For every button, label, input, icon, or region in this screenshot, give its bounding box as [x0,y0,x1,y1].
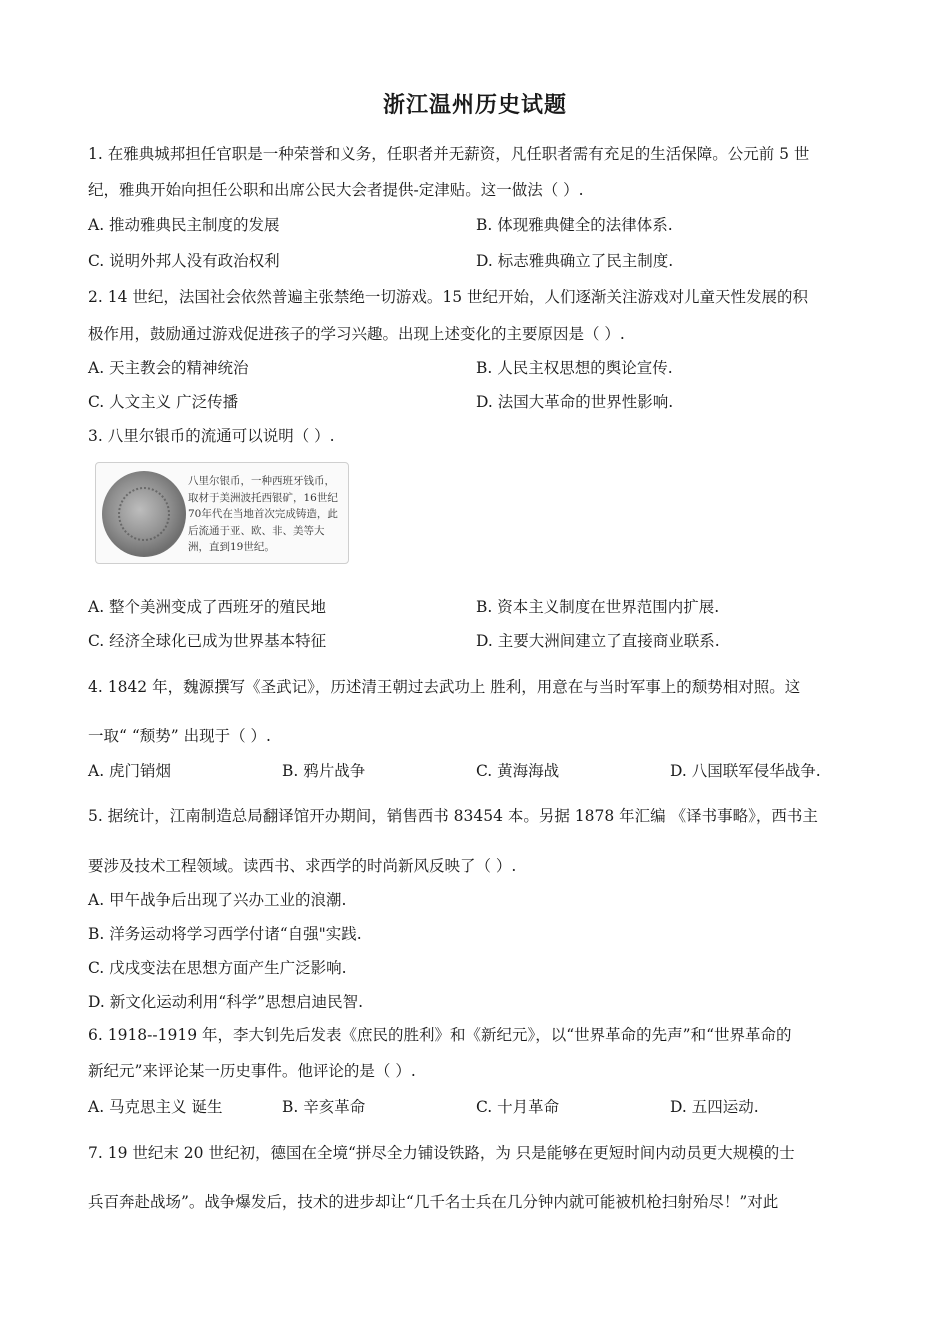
question-6-option-d: D. 五四运动. [670,1098,759,1116]
question-3-option-a: A. 整个美洲变成了西班牙的殖民地 [88,598,327,616]
question-4-option-a: A. 虎门销烟 [88,762,172,780]
question-4-option-d: D. 八国联军侵华战争. [670,762,821,780]
question-4-option-c: C. 黄海海战 [476,762,560,780]
question-6-stem-line2: 新纪元”来评论某一历史事件。他评论的是（ ）. [88,1062,416,1080]
question-7-stem-line2: 兵百奔赴战场”。战争爆发后，技术的进步却让“几千名士兵在几分钟内就可能被机枪扫射殆尽！”对此 [88,1193,779,1211]
question-5-option-c: C. 戊戌变法在思想方面产生广泛影响. [88,959,347,977]
silver-coin-image [102,471,186,557]
question-3-option-b: B. 资本主义制度在世界范围内扩展. [476,598,720,616]
silver-coin-figure [95,462,349,564]
question-4-stem-line1: 4. 1842 年，魏源撰写《圣武记》，历述清王朝过去武功上 胜利，用意在与当时军事上的颓势相对照。这 [88,678,801,696]
question-1-stem-line2: 纪，雅典开始向担任公职和出席公民大会者提供-定津贴。这一做法（ ）. [88,181,584,199]
coin-emblem [118,487,170,541]
question-6-option-b: B. 辛亥革命 [282,1098,366,1116]
question-4-option-b: B. 鸦片战争 [282,762,366,780]
question-2-stem-line1: 2. 14 世纪，法国社会依然普遍主张禁绝一切游戏。15 世纪开始，人们逐渐关注游戏对儿童天性发展的积 [88,288,809,306]
question-1-option-b: B. 体现雅典健全的法律体系. [476,216,673,234]
question-5-stem-line1: 5. 据统计，江南制造总局翻译馆开办期间，销售西书 83454 本。另据 1878 年汇编 《译书事略》，西书主 [88,807,818,825]
coin-caption: 八里尔银币，一种西班牙钱币，取材于美洲波托西银矿，16世纪70年代在当地首次完成铸造，此后流通于亚、欧、非、美等大洲，直到19世纪。 [188,475,338,553]
question-5-stem-line2: 要涉及技术工程领域。读西书、求西学的时尚新风反映了（ ）. [88,857,517,875]
question-5-option-d: D. 新文化运动利用“科学”思想启迪民智. [88,993,364,1011]
question-4-stem-line2: 一取“ “颓势” 出现于（ ）. [88,727,271,745]
question-7-stem-line1: 7. 19 世纪末 20 世纪初，德国在全境“拼尽全力铺设铁路，为 只是能够在更短时间内动员更大规模的士 [88,1144,795,1162]
question-1-option-d: D. 标志雅典确立了民主制度. [476,252,674,270]
question-3-option-c: C. 经济全球化已成为世界基本特征 [88,632,327,650]
question-3-stem: 3. 八里尔银币的流通可以说明（ ）. [88,427,335,445]
question-1-stem-line1: 1. 在雅典城邦担任官职是一种荣誉和义务，任职者并无薪资，凡任职者需有充足的生活保障。公元前 5 世 [88,145,810,163]
question-3-option-d: D. 主要大洲间建立了直接商业联系. [476,632,720,650]
question-2-option-c: C. 人文主义 广泛传播 [88,393,239,411]
question-1-option-c: C. 说明外邦人没有政治权利 [88,252,280,270]
question-2-option-d: D. 法国大革命的世界性影响. [476,393,674,411]
question-5-option-b: B. 洋务运动将学习西学付诸“自强"实践. [88,925,362,943]
question-2-option-b: B. 人民主权思想的舆论宣传. [476,359,673,377]
question-5-option-a: A. 甲午战争后出现了兴办工业的浪潮. [88,891,347,909]
question-6-stem-line1: 6. 1918--1919 年，李大钊先后发表《庶民的胜利》和《新纪元》，以“世界革命的先声”和“世界革命的 [88,1026,792,1044]
question-6-option-a: A. 马克思主义 诞生 [88,1098,223,1116]
question-1-option-a: A. 推动雅典民主制度的发展 [88,216,280,234]
question-2-option-a: A. 天主教会的精神统治 [88,359,249,377]
page-title: 浙江温州历史试题 [382,93,567,118]
question-6-option-c: C. 十月革命 [476,1098,560,1116]
question-2-stem-line2: 极作用，鼓励通过游戏促进孩子的学习兴趣。出现上述变化的主要原因是（ ）. [88,325,625,343]
